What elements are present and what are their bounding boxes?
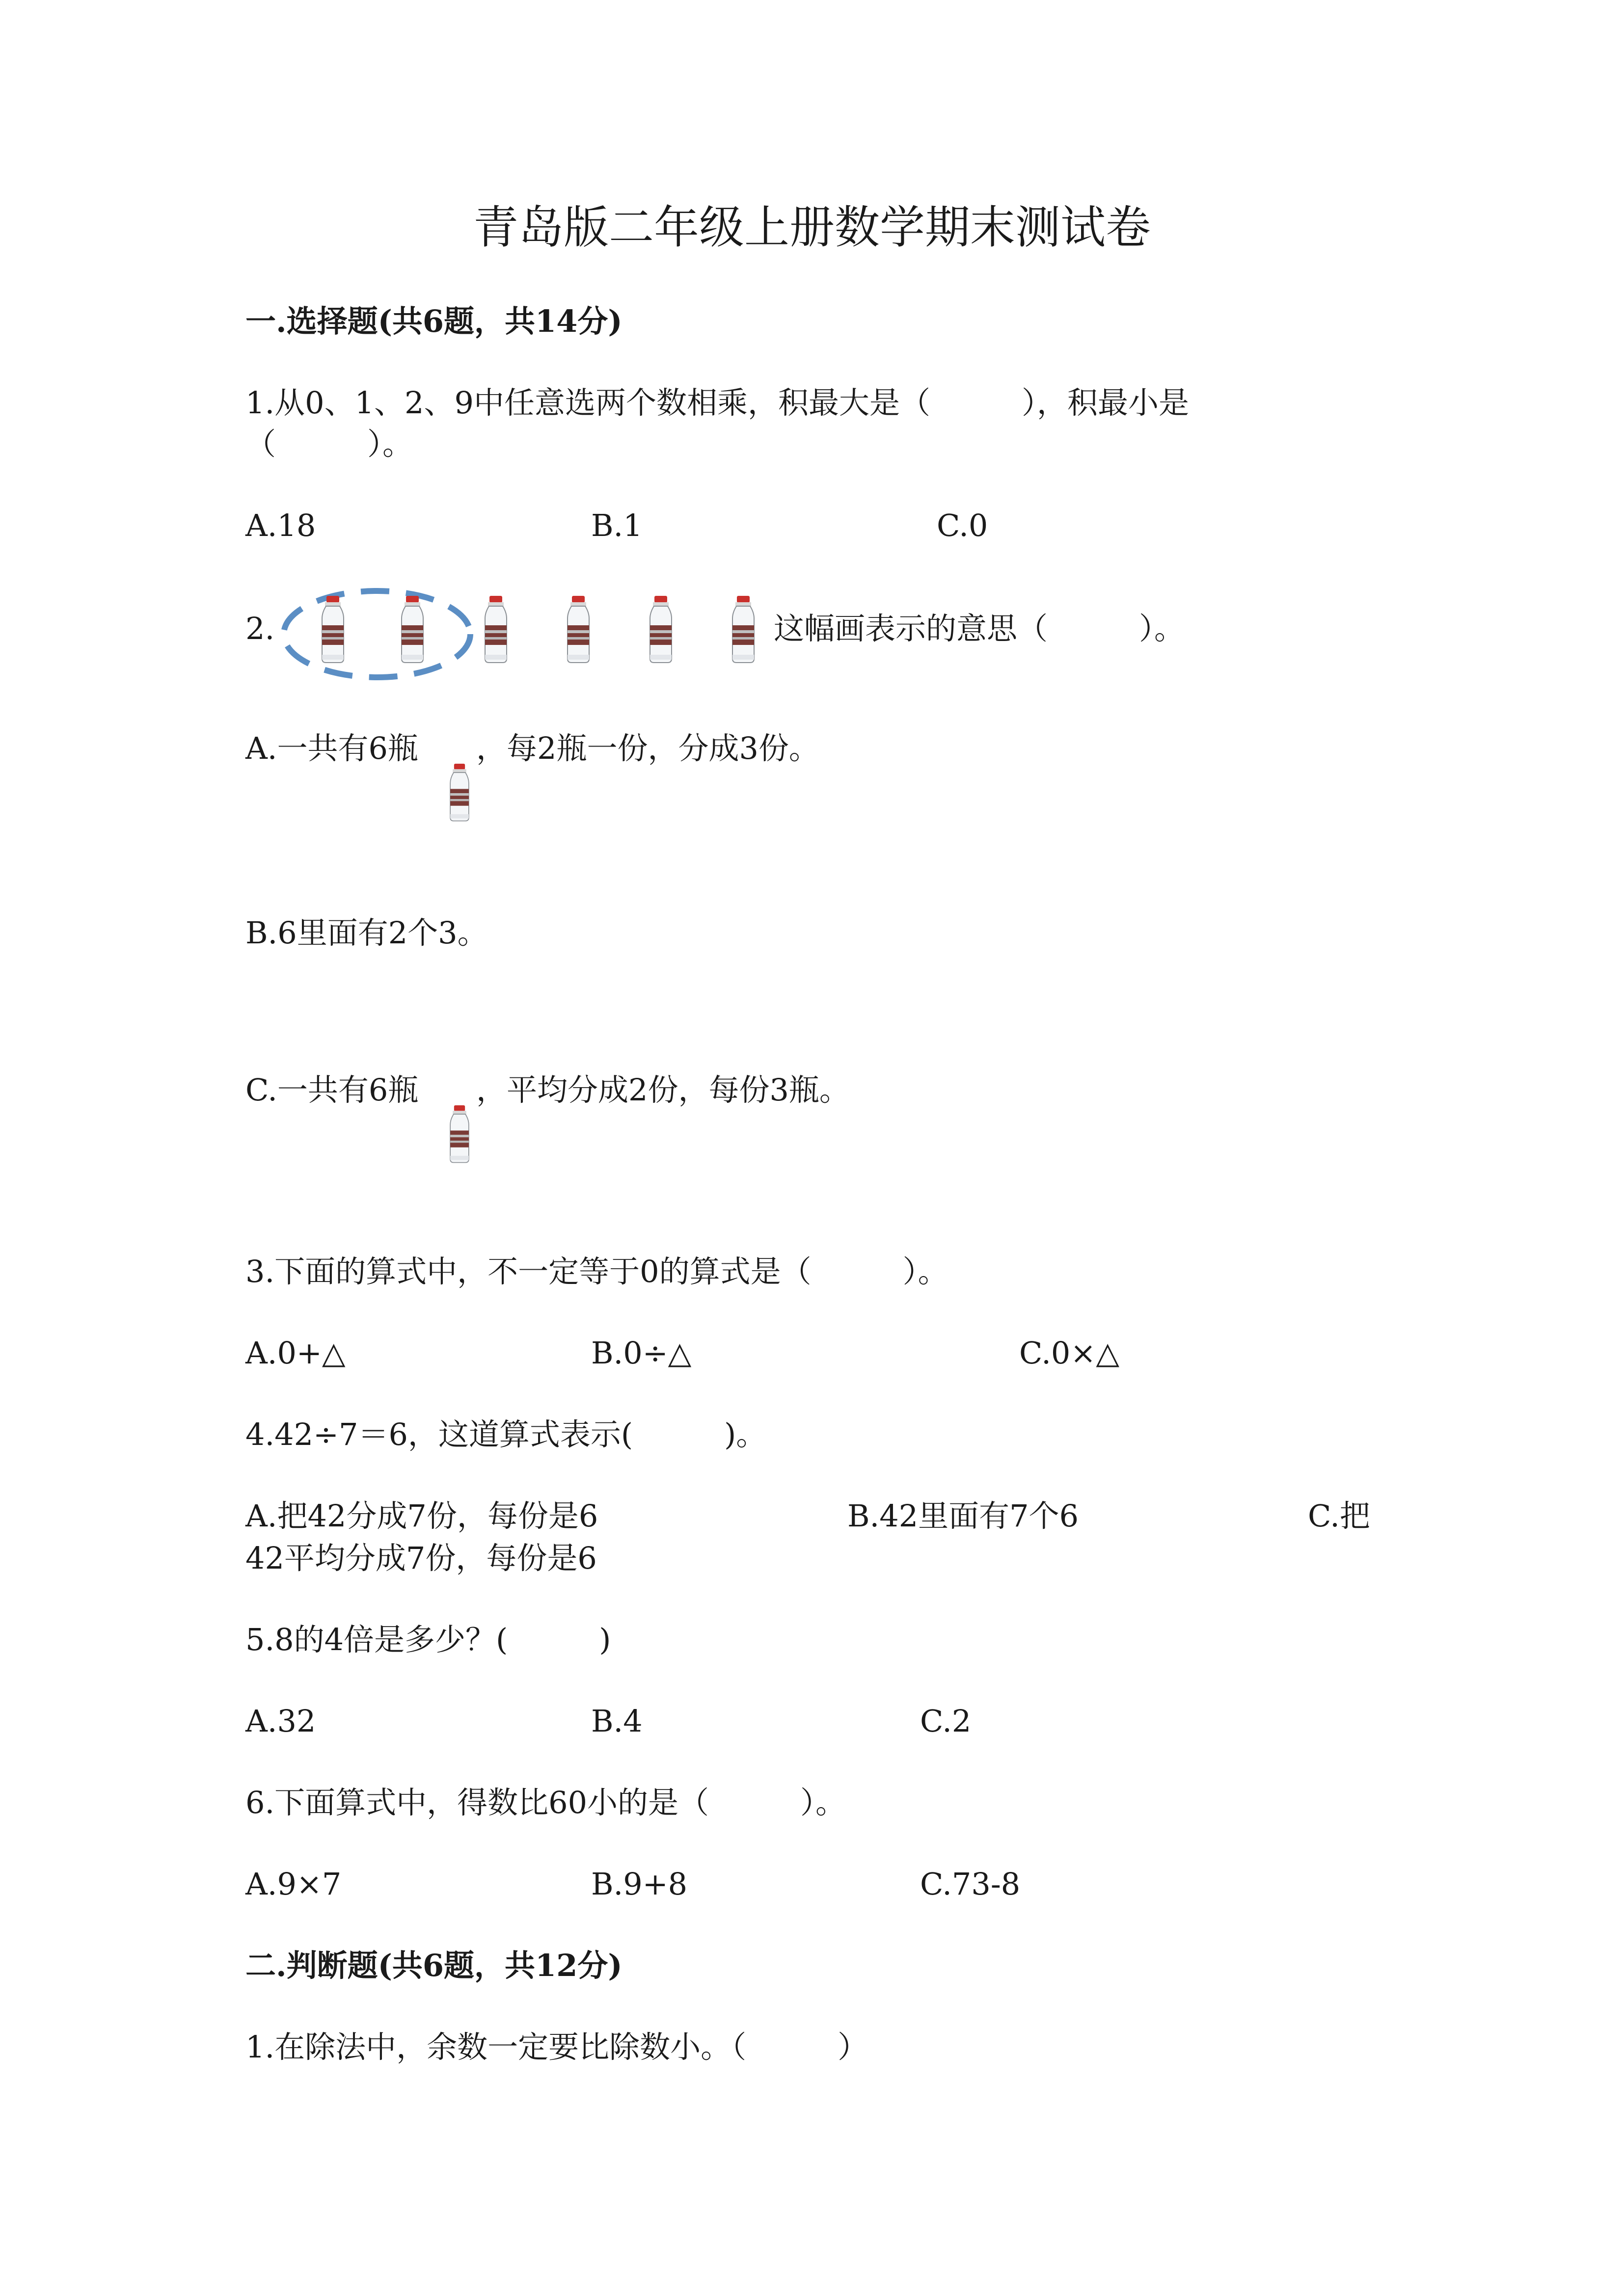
water-bottle-icon <box>647 596 675 665</box>
q4-option-b: B.42里面有7个6 <box>847 1498 1079 1534</box>
q4-option-a: A.把42分成7份，每份是6 <box>245 1498 598 1534</box>
water-bottle-icon <box>565 596 592 665</box>
q1-option-a: A.18 <box>245 507 316 543</box>
q2-text: 这幅画表示的意思（ ）。 <box>774 611 1185 646</box>
q1-option-b: B.1 <box>591 507 643 543</box>
page-title: 青岛版二年级上册数学期末测试卷 <box>473 201 1151 254</box>
q1-line1: 1.从0、1、2、9中任意选两个数相乘，积最大是（ ），积最小是 <box>245 385 1189 421</box>
water-bottle-icon <box>446 764 473 823</box>
q6-option-b: B.9+8 <box>591 1866 688 1902</box>
q2-number: 2. <box>245 611 275 646</box>
water-bottle-icon <box>482 596 510 665</box>
q4-option-c-line2: 42平均分成7份，每份是6 <box>245 1540 597 1576</box>
water-bottle-icon <box>319 596 347 665</box>
water-bottle-icon <box>730 596 757 665</box>
q2-option-c-post: ，平均分成2份，每份3瓶。 <box>476 1072 850 1108</box>
s2-q1-text: 1.在除法中，余数一定要比除数小。（ ） <box>245 2029 868 2065</box>
q6-option-a: A.9×7 <box>245 1866 342 1902</box>
q2-option-a-post: ，每2瓶一份，分成3份。 <box>476 730 819 766</box>
q3-option-a: A.0+△ <box>245 1335 346 1371</box>
q3-text: 3.下面的算式中，不一定等于0的算式是（ ）。 <box>245 1254 948 1289</box>
q4-text: 4.42÷7＝6，这道算式表示( )。 <box>245 1416 767 1452</box>
q3-option-c: C.0×△ <box>1019 1335 1120 1371</box>
q2-option-a-pre: A.一共有6瓶 <box>245 730 418 766</box>
section-2-heading: 二.判断题(共6题，共12分) <box>245 1948 623 1983</box>
q2-option-b: B.6里面有2个3。 <box>245 915 488 951</box>
q3-option-b: B.0÷△ <box>591 1335 692 1371</box>
q5-text: 5.8的4倍是多少？( ) <box>245 1622 611 1657</box>
q4-option-c-line1: C.把 <box>1308 1498 1370 1534</box>
water-bottle-icon <box>446 1105 473 1164</box>
q5-option-a: A.32 <box>245 1703 316 1739</box>
q1-option-c: C.0 <box>937 507 988 543</box>
q5-option-c: C.2 <box>920 1703 972 1739</box>
dashed-ellipse-icon <box>279 585 475 683</box>
q2-option-c-pre: C.一共有6瓶 <box>245 1072 419 1108</box>
q1-line2: （ ）。 <box>245 426 413 462</box>
q6-option-c: C.73-8 <box>920 1866 1021 1902</box>
q5-option-b: B.4 <box>591 1703 643 1739</box>
section-1-heading: 一.选择题(共6题，共14分) <box>245 303 623 339</box>
q6-text: 6.下面算式中，得数比60小的是（ ）。 <box>245 1785 846 1820</box>
water-bottle-icon <box>399 596 426 665</box>
